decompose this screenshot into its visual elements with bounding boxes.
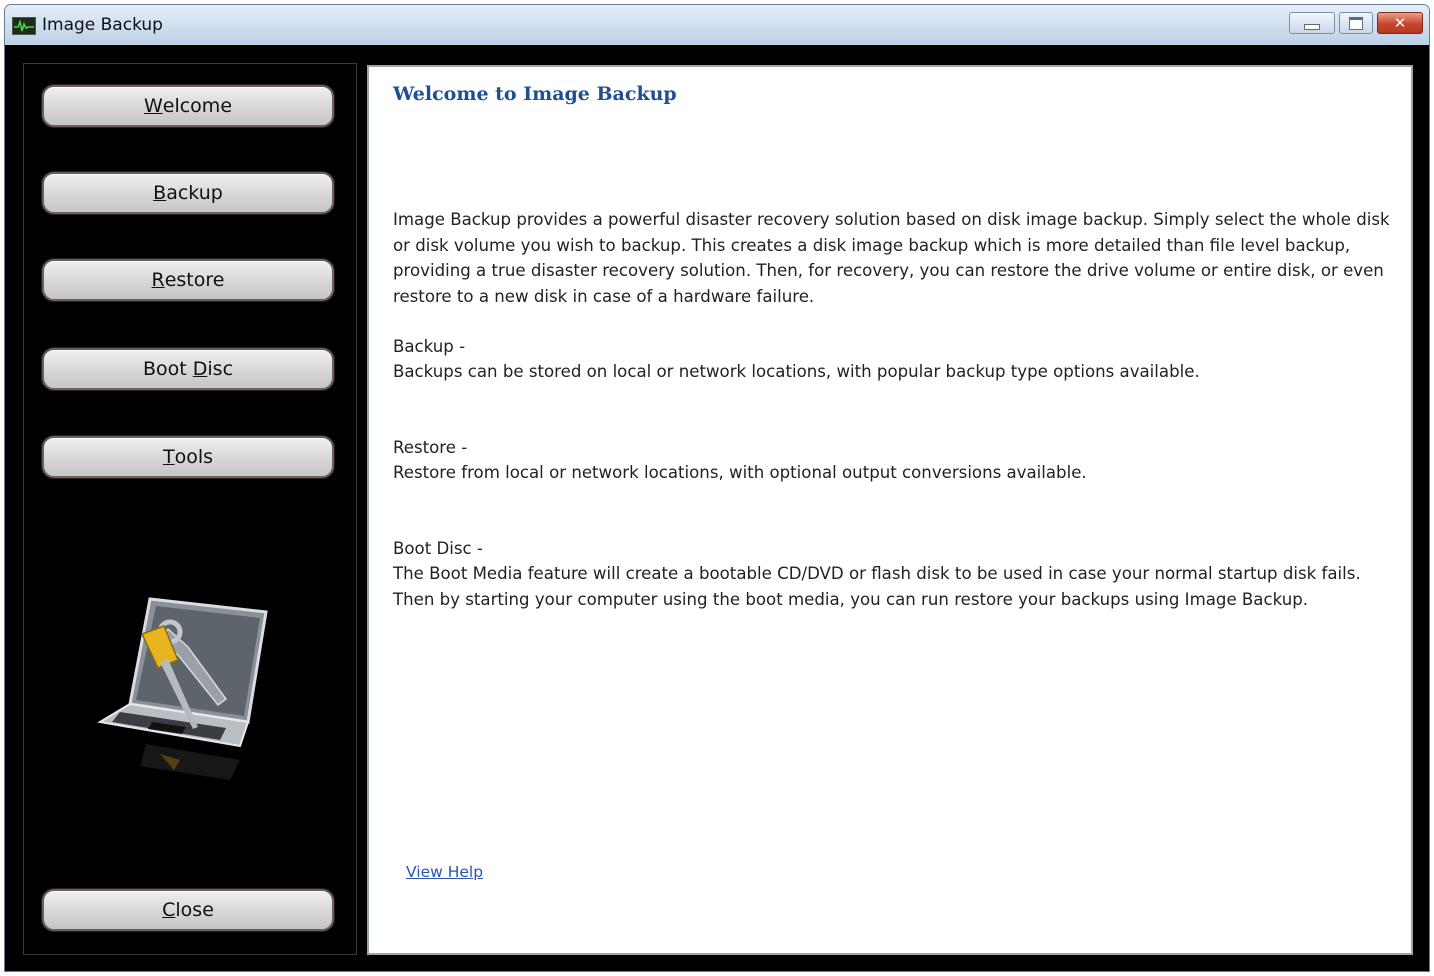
- title-bar[interactable]: [5, 5, 1429, 45]
- sidebar: [23, 63, 357, 955]
- minimize-button[interactable]: [1289, 12, 1335, 34]
- backup-section-text: Backups can be stored on local or network locations, with popular backup type options available.: [393, 362, 1200, 381]
- window-controls: [1285, 12, 1423, 34]
- restore-section-title: Restore -: [393, 438, 468, 457]
- backup-button[interactable]: B ackup: [42, 172, 334, 214]
- laptop-tools-icon: [90, 594, 280, 794]
- welcome-button[interactable]: W elcome: [42, 85, 334, 127]
- maximize-button[interactable]: [1339, 12, 1373, 34]
- close-button[interactable]: C lose: [42, 889, 334, 931]
- page-title: Welcome to Image Backup: [393, 83, 677, 105]
- view-help-link[interactable]: View Help: [406, 863, 484, 881]
- restore-section-text: Restore from local or network locations, with optional output conversions available.: [393, 463, 1087, 482]
- minimize-icon: [1290, 13, 1334, 33]
- bootdisc-section-text: The Boot Media feature will create a bootable CD/DVD or flash disk to be used in case your normal startup disk fails. Then by starting your computer using the boot media, you can run restore your backups using Image Backup.: [393, 564, 1361, 609]
- restore-button[interactable]: R estore: [42, 259, 334, 301]
- backup-section-title: Backup -: [393, 337, 466, 356]
- client-area: [5, 45, 1429, 971]
- tools-button[interactable]: T ools: [42, 436, 334, 478]
- close-icon: ✕: [1393, 14, 1407, 32]
- close-window-button[interactable]: [1377, 12, 1423, 34]
- app-monitor-icon: [12, 17, 36, 35]
- bootdisc-section-title: Boot Disc -: [393, 539, 483, 558]
- content-panel: [367, 65, 1413, 955]
- maximize-icon: [1340, 13, 1372, 33]
- intro-text: Image Backup provides a powerful disaster recovery solution based on disk image backup. Simply select the whole disk or disk volume you wish to backup. This creates a disk image backup which is more detailed than file level backup, providing a true disaster recovery solution. Then, for recovery, you can restore the drive volume or entire disk, or even restore to a new disk in case of a hardware failure.: [393, 210, 1390, 306]
- app-window: [4, 4, 1430, 972]
- window-title: Image Backup: [42, 15, 163, 35]
- boot-disc-button[interactable]: Boot D isc: [42, 348, 334, 390]
